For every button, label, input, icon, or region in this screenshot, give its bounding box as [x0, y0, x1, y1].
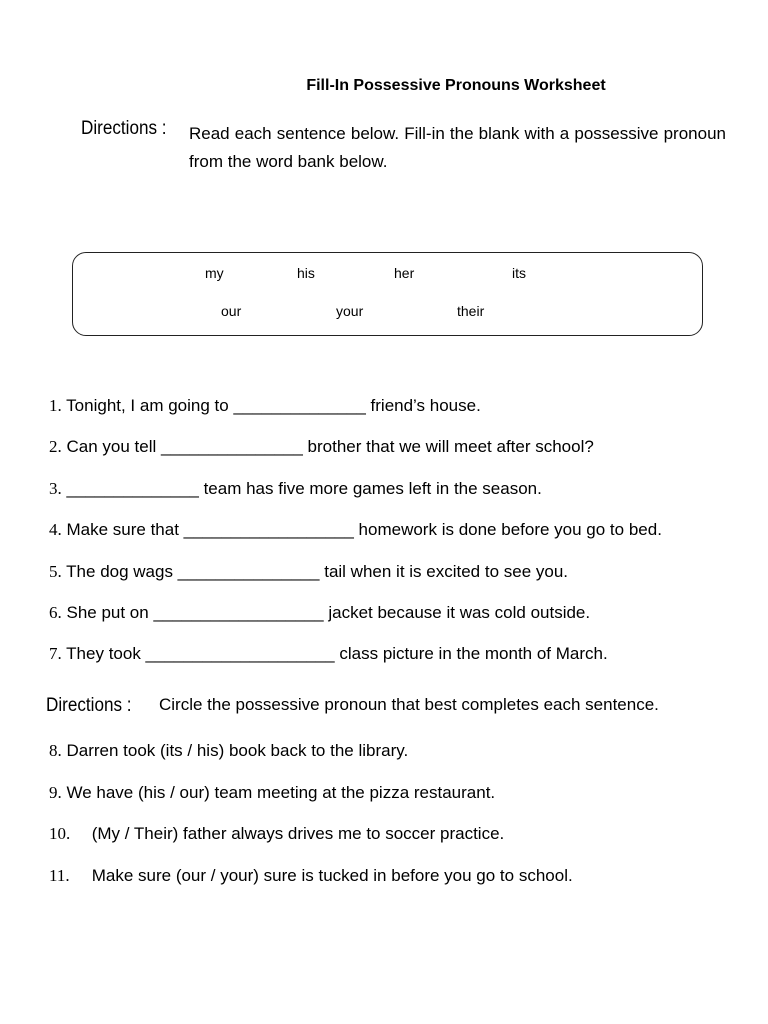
directions-text: Read each sentence below. Fill-in the blank with a possessive pronoun from the word bank below.: [189, 124, 726, 171]
question-number: 11.: [49, 866, 70, 885]
word-bank-item: your: [336, 303, 364, 319]
question-item: [49, 437, 594, 457]
question-text: Make sure (our / your) sure is tucked in before you go to school.: [91, 866, 573, 885]
question-item: [49, 562, 568, 582]
word-bank-item: its: [512, 265, 526, 281]
question-text: They took ____________________ class picture in the month of March.: [66, 644, 608, 663]
question-item: [49, 866, 573, 886]
word-bank-item: their: [457, 303, 485, 319]
question-number: 10.: [49, 824, 71, 843]
question-text: Make sure that __________________ homework is done before you go to bed.: [66, 520, 662, 539]
word-bank-item: my: [205, 265, 224, 281]
question-item: [49, 783, 495, 803]
directions-label: Directions :: [46, 695, 132, 716]
question-text: The dog wags _______________ tail when it is excited to see you.: [66, 562, 569, 581]
word-bank-item: her: [394, 265, 415, 281]
question-item: [49, 479, 542, 499]
question-text: ______________ team has five more games left in the season.: [66, 479, 542, 498]
question-item: [49, 824, 504, 844]
question-number: 3.: [49, 479, 62, 498]
question-text: (My / Their) father always drives me to soccer practice.: [91, 824, 505, 843]
question-text: We have (his / our) team meeting at the pizza restaurant.: [66, 783, 496, 802]
word-bank-item: his: [297, 265, 315, 281]
directions-text: Circle the possessive pronoun that best completes each sentence.: [159, 695, 659, 714]
question-number: 9.: [49, 783, 62, 802]
question-text: She put on __________________ jacket because it was cold outside.: [66, 603, 591, 622]
directions-label: Directions :: [81, 118, 167, 139]
question-number: 6.: [49, 603, 62, 622]
question-text: Darren took (its / his) book back to the library.: [66, 741, 409, 760]
question-item: [49, 741, 408, 761]
question-text: Tonight, I am going to ______________ friend’s house.: [66, 396, 481, 415]
question-number: 7.: [49, 644, 62, 663]
worksheet-title: Fill-In Possessive Pronouns Worksheet: [306, 77, 606, 94]
word-bank-box: [72, 252, 703, 336]
question-text: Can you tell _______________ brother that we will meet after school?: [66, 437, 594, 456]
question-item: [49, 603, 590, 623]
question-number: 2.: [49, 437, 62, 456]
question-item: [49, 644, 608, 664]
question-number: 5.: [49, 562, 62, 581]
question-item: [49, 520, 662, 540]
question-number: 8.: [49, 741, 62, 760]
word-bank-item: our: [221, 303, 242, 319]
question-number: 4.: [49, 520, 62, 539]
question-number: 1.: [49, 396, 62, 415]
question-item: [49, 396, 481, 416]
